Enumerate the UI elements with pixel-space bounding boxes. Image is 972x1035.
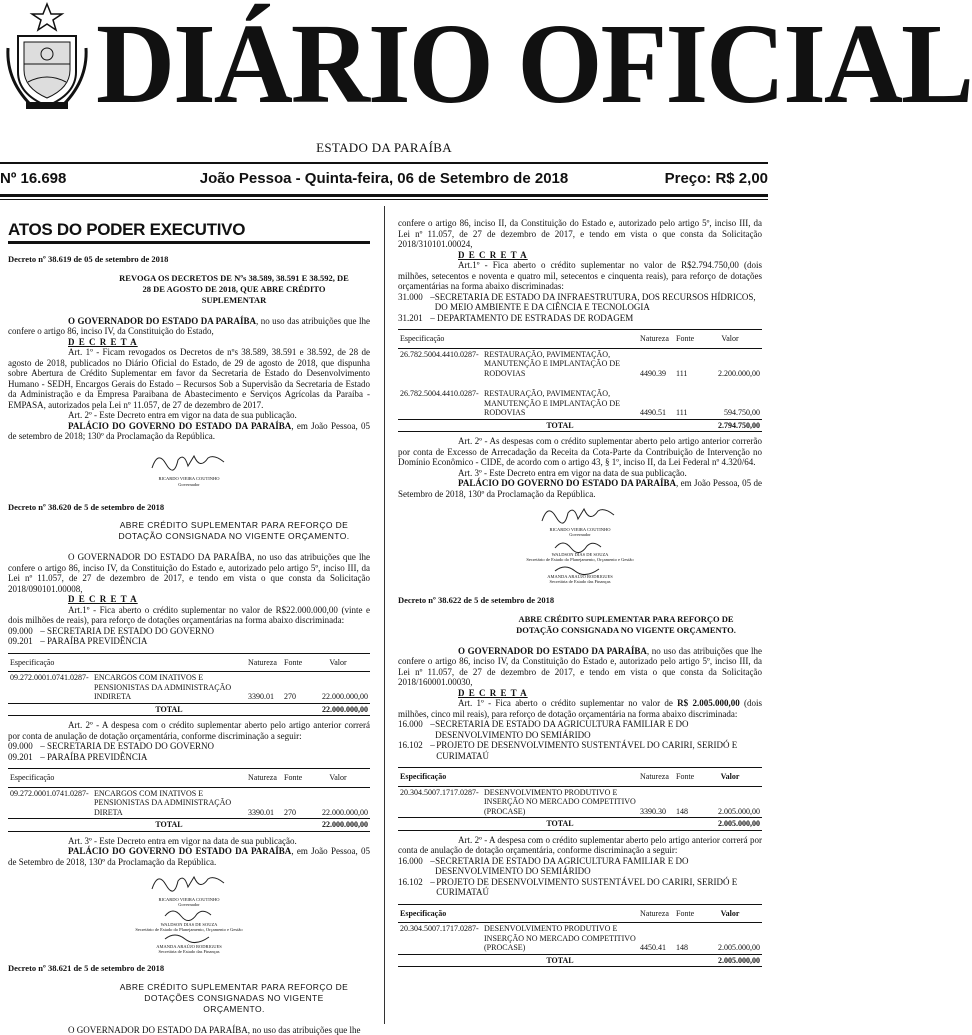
- budget-unit: 31.201 – DEPARTAMENTO DE ESTRADAS DE RODAGEM: [398, 313, 762, 324]
- masthead: [0, 0, 768, 200]
- palace-closing: PALÁCIO DO GOVERNO DO ESTADO DA PARAÍBA, em João Pessoa, 05 de Setembro de 2018, 130º da Proclamação da República.: [8, 846, 370, 867]
- table-row: 20.304.5007.1717.0287- DESENVOLVIMENTO PRODUTIVO E INSERÇÃO NO MERCADO COMPETITIVO (PROCASE) 4450.41 148 2.005.000,00: [398, 923, 762, 955]
- article-1: Art. 1º - Ficam revogados os Decretos de nºs 38.589, 38.591 e 38.592, de 28 de agosto de 2018, publicados no Diário Oficial do Estado, de 29 de agosto de 2018, que dispunha sobre Abertura de Crédito Suplementar em favor da Secretaria de Estado do Desenvolvimento Humano - SEDH, Encargos Gerais do Estado – Recursos Sob a Supervisão da Secretaria de Estado da Administração e da Empresa Paraibana de Abastecimento e Serviços Agrícolas da Paraíba - EMPASA, autorizados pela Lei nº 11.057, de 27 de dezembro de 2017.: [8, 347, 370, 410]
- table-row: 26.782.5004.4410.0287- RESTAURAÇÃO, PAVIMENTAÇÃO, MANUTENÇÃO E IMPLANTAÇÃO DE RODOVIAS 4490.39 111 2.200.000,00: [398, 348, 762, 379]
- decree-subject: ABRE CRÉDITO SUPLEMENTAR PARA REFORÇO DE DOTAÇÕES CONSIGNADAS NO VIGENTE ORÇAMENTO.: [8, 982, 370, 1015]
- decreta-label: D E C R E T A: [398, 688, 762, 699]
- table-row: 09.272.0001.0741.0287- ENCARGOS COM INATIVOS E PENSIONISTAS DA ADMINISTRAÇÃO DIRETA 3390.01 270 22.000.000,00: [8, 787, 370, 819]
- edition-price: Preço: R$ 2,00: [665, 170, 768, 187]
- signature-governor: [8, 446, 370, 492]
- signature-mark-icon: [163, 906, 213, 920]
- table-total-row: TOTAL 22.000.000,00: [8, 819, 370, 832]
- budget-unit: 16.000 – SECRETARIA DE ESTADO DA AGRICULTURA FAMILIAR E DO DESENVOLVIMENTO DO SEMIÁRIDO: [398, 856, 762, 877]
- header-rule-thin: [0, 199, 768, 200]
- signature-block: RICARDO VIEIRA COUTINHO Governador WALDSON DIAS DE SOUZA Secretário de Estado do Planejamento, Orçamento e Gestão AMANDA ARAÚJO RODRIGUES Secretária de Estado das Finanças: [398, 501, 762, 585]
- budget-unit: 09.000 – SECRETARIA DE ESTADO DO GOVERNO: [8, 626, 370, 637]
- article-3: Art. 3º - Este Decreto entra em vigor na data de sua publicação.: [8, 836, 370, 847]
- decreta-label: D E C R E T A: [8, 337, 370, 348]
- state-coat-of-arms-icon: [4, 2, 90, 114]
- signature-name: RICARDO VIEIRA COUTINHO: [8, 476, 370, 481]
- col-header-spec: Especificação: [8, 653, 246, 672]
- signature-mark-icon: [148, 869, 228, 895]
- budget-table-supplement: [8, 653, 370, 717]
- budget-unit: 16.102 – PROJETO DE DESENVOLVIMENTO SUSTENTÁVEL DO CARIRI, SERIDÓ E CURIMATAÚ: [398, 877, 762, 898]
- budget-table-supplement: Especificação Natureza Fonte Valor 26.782.5004.4410.0287- RESTAURAÇÃO, PAVIMENTAÇÃO, MANUTENÇÃO E IMPLANTAÇÃO DE RODOVIAS 4490.39 111 2.200.000,00 26.782.5004.4410.0287- RESTAURAÇÃO, PAVIMENTAÇÃO, MANUTENÇÃO E IMPLANTAÇÃO DE RODOVIAS 4490.51 111 594.750,00 TOTAL 2.794.750,00: [398, 329, 762, 432]
- table-row: 09.272.0001.0741.0287- ENCARGOS COM INATIVOS E PENSIONISTAS DA ADMINISTRAÇÃO INDIRETA 3390.01 270 22.000.000,00: [8, 672, 370, 704]
- budget-table-annulment: Especificação Natureza Fonte Valor 20.304.5007.1717.0287- DESENVOLVIMENTO PRODUTIVO E INSERÇÃO NO MERCADO COMPETITIVO (PROCASE) 4450.41 148 2.005.000,00 TOTAL 2.005.000,00: [398, 904, 762, 968]
- article-3: Art. 3º - Este Decreto entra em vigor na data de sua publicação.: [398, 468, 762, 479]
- decree-38619: [8, 254, 370, 492]
- budget-unit: 16.102 – PROJETO DE DESENVOLVIMENTO SUSTENTÁVEL DO CARIRI, SERIDÓ E CURIMATAÚ: [398, 740, 762, 761]
- right-column: [398, 206, 762, 1024]
- article-2: Art. 2º - A despesa com o crédito suplementar aberto pelo artigo anterior correrá por conta de anulação de dotação orçamentária, conforme discriminação a seguir:: [398, 835, 762, 856]
- newspaper-title: DIÁRIO OFICIAL: [96, 2, 737, 126]
- budget-unit: 31.000 – SECRETARIA DE ESTADO DA INFRAESTRUTURA, DOS RECURSOS HÍDRICOS, DO MEIO AMBIENTE E DA CIÊNCIA E TECNOLOGIA: [398, 292, 762, 313]
- decree-subject: ABRE CRÉDITO SUPLEMENTAR PARA REFORÇO DE DOTAÇÃO CONSIGNADA NO VIGENTE ORÇAMENTO.: [8, 520, 370, 542]
- budget-unit: 16.000 – SECRETARIA DE ESTADO DA AGRICULTURA FAMILIAR E DO DESENVOLVIMENTO DO SEMIÁRIDO: [398, 719, 762, 740]
- table-total-row: TOTAL 22.000.000,00: [8, 703, 370, 716]
- palace-closing: PALÁCIO DO GOVERNO DO ESTADO DA PARAÍBA, em João Pessoa, 05 de Setembro de 2018, 130º da Proclamação da República.: [398, 478, 762, 499]
- budget-table-annulment: Especificação Natureza Fonte Valor 09.272.0001.0741.0287- ENCARGOS COM INATIVOS E PENSIONISTAS DA ADMINISTRAÇÃO DIRETA 3390.01 270 22.000.000,00 TOTAL 22.000.000,00: [8, 768, 370, 832]
- table-row: 20.304.5007.1717.0287- DESENVOLVIMENTO PRODUTIVO E INSERÇÃO NO MERCADO COMPETITIVO (PROCASE) 3390.30 148 2.005.000,00: [398, 786, 762, 818]
- budget-unit: 09.201 – PARAÍBA PREVIDÊNCIA: [8, 752, 370, 763]
- article-2: Art. 2º - Este Decreto entra em vigor na data de sua publicação.: [8, 410, 370, 421]
- palace-closing: PALÁCIO DO GOVERNO DO ESTADO DA PARAÍBA, em João Pessoa, 05 de setembro de 2018; 130º da Proclamação da República.: [8, 421, 370, 442]
- edition-info-bar: [0, 166, 768, 192]
- article-2: Art. 2º - As despesas com o crédito suplementar aberto pelo artigo anterior correrão por conta de Excesso de Arrecadação da Receita da Cota-Parte da Contribuição de Intervenção no Domínio Econômico - CIDE, de acordo com o artigo 43, § 1º, inciso II, da Lei Federal nº 4.320/64.: [398, 436, 762, 468]
- decree-subject: ABRE CRÉDITO SUPLEMENTAR PARA REFORÇO DE DOTAÇÃO CONSIGNADA NO VIGENTE ORÇAMENTO.: [398, 614, 762, 636]
- signature-role: Governador: [8, 482, 370, 487]
- decree-intro-continued: confere o artigo 86, inciso II, da Constituição do Estado e, autorizado pelo artigo 5º, inciso III, da Lei nº 11.057, de 27 de dezembro de 2017, e tendo em vista o que consta da Solicitação 2018/310101.00024,: [398, 218, 762, 250]
- decree-heading: Decreto nº 38.622 de 5 de setembro de 2018: [398, 595, 762, 606]
- signature-mark-icon: [553, 538, 603, 552]
- state-name: ESTADO DA PARAÍBA: [0, 140, 768, 156]
- decree-heading: Decreto nº 38.621 de 5 de setembro de 2018: [8, 963, 370, 974]
- article-1: Art. 1º - Fica aberto o crédito suplementar no valor de R$ 2.005.000,00 (dois milhões, cinco mil reais), para reforço de dotação orçamentária na forma abaixo discriminada:: [398, 698, 762, 719]
- budget-table-supplement: Especificação Natureza Fonte Valor 20.304.5007.1717.0287- DESENVOLVIMENTO PRODUTIVO E INSERÇÃO NO MERCADO COMPETITIVO (PROCASE) 3390.30 148 2.005.000,00 TOTAL 2.005.000,00: [398, 767, 762, 831]
- decree-38621-start: [8, 963, 370, 1035]
- article-1: Art.1º - Fica aberto o crédito suplementar no valor de R$2.794.750,00 (dois milhões, setecentos e noventa e quatro mil, setecentos e cinquenta reais), para reforço de dotações orçamentárias na forma abaixo discriminadas:: [398, 260, 762, 292]
- table-total-row: TOTAL 2.794.750,00: [398, 419, 762, 432]
- decree-38621-continued: [398, 218, 762, 585]
- decree-intro: O GOVERNADOR DO ESTADO DA PARAÍBA, no uso das atribuições que lhe confere o artigo 86, inciso IV, da Constituição do Estado e, autorizado pelo artigo 5º, inciso III, da Lei nº 11.057, de 27 de dezembro de 2017, e tendo em vista o que consta da Solicitação 2018/090101.00008,: [8, 552, 370, 594]
- table-total-row: TOTAL 2.005.000,00: [398, 818, 762, 831]
- article-1: Art.1º - Fica aberto o crédito suplementar no valor de R$22.000.000,00 (vinte e dois milhões de reais), para reforço de dotações orçamentárias na forma abaixo discriminada:: [8, 605, 370, 626]
- decreta-label: D E C R E T A: [398, 250, 762, 261]
- col-header-source: Fonte: [282, 653, 306, 672]
- column-divider: [384, 206, 385, 1024]
- decree-heading: Decreto nº 38.619 de 05 de setembro de 2018: [8, 254, 370, 265]
- decree-subject: REVOGA OS DECRETOS DE Nºs 38.589, 38.591 E 38.592, DE 28 DE AGOSTO DE 2018, QUE ABRE CRÉDITO SUPLEMENTAR: [8, 273, 370, 306]
- table-row: 26.782.5004.4410.0287- RESTAURAÇÃO, PAVIMENTAÇÃO, MANUTENÇÃO E IMPLANTAÇÃO DE RODOVIAS 4490.51 111 594.750,00: [398, 379, 762, 419]
- table-total-row: TOTAL 2.005.000,00: [398, 954, 762, 967]
- signature-mark-icon: [148, 446, 228, 476]
- decree-38620: [8, 502, 370, 954]
- edition-place-date: João Pessoa - Quinta-feira, 06 de Setembro de 2018: [0, 170, 768, 187]
- budget-unit: 09.000 – SECRETARIA DE ESTADO DO GOVERNO: [8, 741, 370, 752]
- decree-intro: O GOVERNADOR DO ESTADO DA PARAÍBA, no uso das atribuições que lhe confere o artigo 86, inciso IV, da Constituição do Estado,: [8, 316, 370, 337]
- left-column: [8, 206, 370, 1024]
- decree-heading: Decreto nº 38.620 de 5 de setembro de 2018: [8, 502, 370, 513]
- article-2: Art. 2º - A despesa com o crédito suplementar aberto pelo artigo anterior correrá por conta de anulação de dotação orçamentária, conforme discriminação a seguir:: [8, 720, 370, 741]
- section-title: ATOS DO PODER EXECUTIVO: [8, 220, 370, 244]
- signature-block: RICARDO VIEIRA COUTINHO Governador WALDSON DIAS DE SOUZA Secretário de Estado do Planejamento, Orçamento e Gestão AMANDA ARAÚJO RODRIGUES Secretária de Estado das Finanças: [8, 869, 370, 953]
- decree-intro: O GOVERNADOR DO ESTADO DA PARAÍBA, no uso das atribuições que lhe confere o artigo 86, inciso IV, da Constituição do Estado e, autorizado pelo artigo 5º, inciso III, da Lei nº 11.057, de 27 de dezembro de 2017, e tendo em vista o que consta da Solicitação 2018/160001.00030,: [398, 646, 762, 688]
- col-header-value: Valor: [306, 653, 370, 672]
- decree-38622: [398, 595, 762, 967]
- signature-mark-icon: [538, 501, 618, 527]
- edition-number: Nº 16.698: [0, 170, 66, 187]
- col-header-nature: Natureza: [246, 653, 282, 672]
- header-rule: [0, 162, 768, 164]
- budget-unit: 09.201 – PARAÍBA PREVIDÊNCIA: [8, 636, 370, 647]
- decreta-label: D E C R E T A: [8, 594, 370, 605]
- header-rule-thick: [0, 194, 768, 197]
- decree-intro: O GOVERNADOR DO ESTADO DA PARAÍBA, no uso das atribuições que lhe: [8, 1025, 370, 1035]
